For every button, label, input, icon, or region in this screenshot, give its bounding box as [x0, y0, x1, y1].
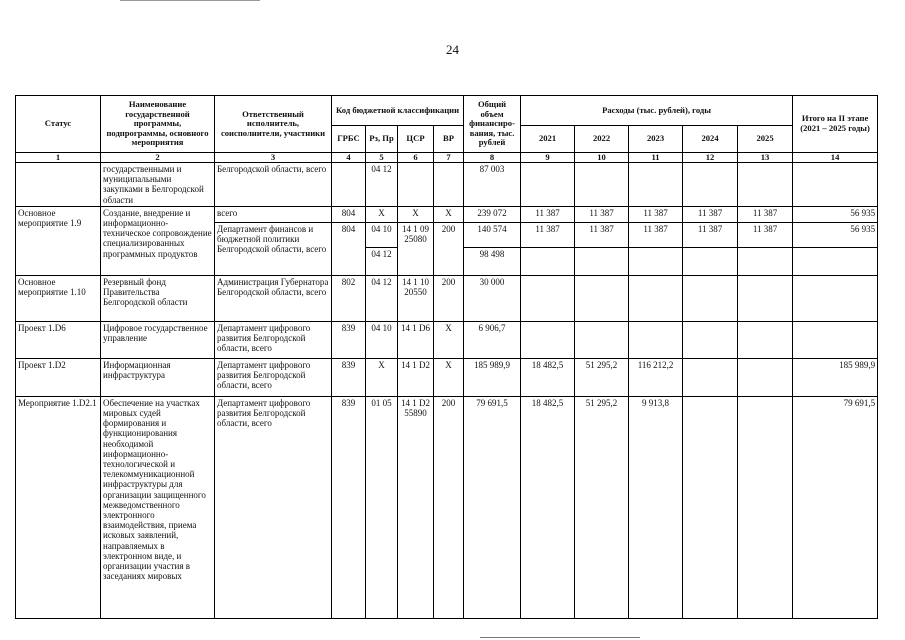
page-number: 24 — [446, 42, 459, 57]
status-cell: Основное мероприятие 1.10 — [16, 275, 101, 321]
total-cell: 79 691,5 — [464, 396, 521, 618]
rzpr-cell: 01 05 — [366, 396, 398, 618]
header-executor: Ответственный исполнитель, соисполнители, участники — [215, 96, 332, 153]
vr-cell: X — [434, 358, 464, 396]
name-cell: государственными и муниципальными закупками в Белгородской области — [101, 163, 215, 207]
header-vr: ВР — [434, 126, 464, 153]
rzpr-cell: 04 10 — [366, 222, 398, 247]
executor-cell: Департамент цифрового развития Белгородской области, всего — [215, 396, 332, 618]
grbs-cell: 839 — [332, 396, 366, 618]
grbs-cell: 804 — [332, 206, 366, 222]
vr-cell: 200 — [434, 396, 464, 618]
grbs-cell: 839 — [332, 321, 366, 358]
table-row — [16, 321, 878, 358]
stage-total-cell: 185 989,9 — [793, 358, 878, 396]
rzpr-cell: 04 12 — [366, 163, 398, 207]
header-year-2023: 2023 — [629, 126, 683, 153]
executor-cell: всего — [215, 206, 332, 222]
vr-cell: 200 — [434, 275, 464, 321]
rzpr-cell: 04 12 — [366, 275, 398, 321]
status-cell: Проект 1.D6 — [16, 321, 101, 358]
header-expenses: Расходы (тыс. рублей), годы — [521, 96, 793, 126]
year-2024-cell: 11 387 — [683, 206, 738, 222]
name-cell: Создание, внедрение и информационно-техническое сопровождение специализированных программных продуктов — [101, 206, 215, 275]
grbs-cell: 804 — [332, 222, 366, 275]
header-year-2021: 2021 — [521, 126, 575, 153]
stage-total-cell: 56 935 — [793, 222, 878, 247]
csr-cell: 14 1 10 20550 — [398, 275, 434, 321]
total-cell: 30 000 — [464, 275, 521, 321]
table-row — [16, 396, 878, 618]
total-cell: 6 906,7 — [464, 321, 521, 358]
executor-cell: Департамент финансов и бюджетной политики Белгородской области, всего — [215, 222, 332, 275]
name-cell: Цифровое государственное управление — [101, 321, 215, 358]
total-cell: 98 498 — [464, 247, 521, 275]
name-cell: Информационная инфраструктура — [101, 358, 215, 396]
col-number: 13 — [738, 153, 793, 163]
bottom-rule — [480, 637, 640, 638]
status-cell: Проект 1.D2 — [16, 358, 101, 396]
year-2023-cell: 9 913,8 — [629, 396, 683, 618]
col-number: 10 — [575, 153, 629, 163]
csr-cell: 14 1 09 25080 — [398, 222, 434, 275]
rzpr-cell: 04 12 — [366, 247, 398, 275]
header-budget-code: Код бюджетной классификации — [332, 96, 464, 126]
year-2021-cell: 11 387 — [521, 222, 575, 247]
year-2023-cell: 11 387 — [629, 222, 683, 247]
csr-cell: 14 1 D2 55890 — [398, 396, 434, 618]
year-2022-cell: 11 387 — [575, 222, 629, 247]
table-row — [16, 163, 878, 207]
header-year-2022: 2022 — [575, 126, 629, 153]
rzpr-cell: 04 10 — [366, 321, 398, 358]
stage-total-cell: 56 935 — [793, 206, 878, 222]
header-rzpr: Рз, Пр — [366, 126, 398, 153]
vr-cell: 200 — [434, 222, 464, 275]
executor-cell: Белгородской области, всего — [215, 163, 332, 207]
year-2023-cell: 11 387 — [629, 206, 683, 222]
total-cell: 87 003 — [464, 163, 521, 207]
col-number: 12 — [683, 153, 738, 163]
header-grbs: ГРБС — [332, 126, 366, 153]
total-cell: 239 072 — [464, 206, 521, 222]
col-number: 14 — [793, 153, 878, 163]
header-total-volume: Общий объем финансиро-вания, тыс. рублей — [464, 96, 521, 153]
rzpr-cell: X — [366, 206, 398, 222]
col-number: 1 — [16, 153, 101, 163]
name-cell: Обеспечение на участках мировых судей формирования и функционирования необходимой информационно-технологической и телекоммуникационной инфраструктуры для организации защищенного межведомственного электронного взаимодействия, приема исковых заявлений, направляемых в электронном виде, и организации участия в заседаниях мировых — [101, 396, 215, 618]
top-rule — [120, 0, 260, 1]
col-number: 11 — [629, 153, 683, 163]
header-stage-total: Итого на II этапе (2021 – 2025 годы) — [793, 96, 878, 153]
executor-cell: Администрация Губернатора Белгородской области, всего — [215, 275, 332, 321]
total-cell: 185 989,9 — [464, 358, 521, 396]
executor-cell: Департамент цифрового развития Белгородской области, всего — [215, 321, 332, 358]
year-2023-cell: 116 212,2 — [629, 358, 683, 396]
year-2024-cell: 11 387 — [683, 222, 738, 247]
year-2022-cell: 51 295,2 — [575, 396, 629, 618]
col-number: 8 — [464, 153, 521, 163]
year-2022-cell: 51 295,2 — [575, 358, 629, 396]
col-number: 3 — [215, 153, 332, 163]
name-cell: Резервный фонд Правительства Белгородской области — [101, 275, 215, 321]
year-2021-cell: 11 387 — [521, 206, 575, 222]
csr-cell: X — [398, 206, 434, 222]
status-cell: Основное мероприятие 1.9 — [16, 206, 101, 275]
grbs-cell: 839 — [332, 358, 366, 396]
vr-cell: X — [434, 206, 464, 222]
total-cell: 140 574 — [464, 222, 521, 247]
status-cell: Мероприятие 1.D2.1 — [16, 396, 101, 618]
rzpr-cell: X — [366, 358, 398, 396]
header-status: Статус — [16, 96, 101, 153]
grbs-cell — [332, 163, 366, 207]
status-cell — [16, 163, 101, 207]
table-row — [16, 206, 878, 222]
year-2021-cell: 18 482,5 — [521, 358, 575, 396]
col-number: 7 — [434, 153, 464, 163]
csr-cell: 14 1 D2 — [398, 358, 434, 396]
vr-cell: X — [434, 321, 464, 358]
header-year-2025: 2025 — [738, 126, 793, 153]
table-row — [16, 358, 878, 396]
year-2021-cell: 18 482,5 — [521, 396, 575, 618]
year-2025-cell: 11 387 — [738, 206, 793, 222]
year-2025-cell: 11 387 — [738, 222, 793, 247]
executor-cell: Департамент цифрового развития Белгородской области, всего — [215, 358, 332, 396]
year-2022-cell: 11 387 — [575, 206, 629, 222]
stage-total-cell: 79 691,5 — [793, 396, 878, 618]
vr-cell — [434, 163, 464, 207]
col-number: 6 — [398, 153, 434, 163]
header-year-2024: 2024 — [683, 126, 738, 153]
csr-cell — [398, 163, 434, 207]
header-name: Наименование государственной программы, подпрограммы, основного мероприятия — [101, 96, 215, 153]
table-row — [16, 275, 878, 321]
col-number: 4 — [332, 153, 366, 163]
csr-cell: 14 1 D6 — [398, 321, 434, 358]
header-csr: ЦСР — [398, 126, 434, 153]
col-number: 9 — [521, 153, 575, 163]
grbs-cell: 802 — [332, 275, 366, 321]
budget-table — [15, 95, 878, 619]
col-number: 5 — [366, 153, 398, 163]
col-number: 2 — [101, 153, 215, 163]
